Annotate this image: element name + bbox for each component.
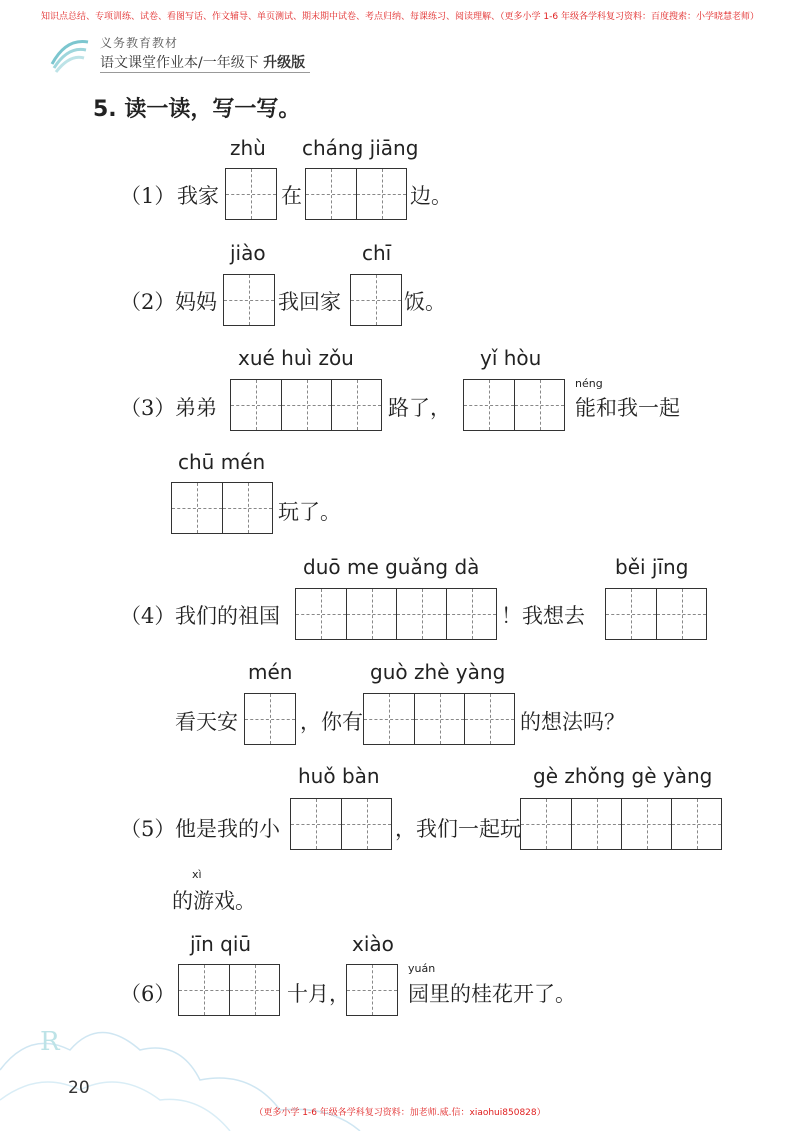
- answer-grid-jiao[interactable]: [223, 274, 275, 326]
- grade-label: 一年级下: [202, 55, 259, 71]
- header-divider: [100, 72, 310, 73]
- item-number-4: （4）: [120, 604, 176, 628]
- item1-text-3: 边。: [410, 184, 452, 208]
- answer-grid-men[interactable]: [244, 693, 296, 745]
- answer-grid-xiao[interactable]: [346, 964, 398, 1016]
- answer-grid-xuehuizou[interactable]: [230, 379, 382, 431]
- item2-text-3: 饭。: [404, 290, 446, 314]
- item3-text-2: 路了，: [388, 396, 451, 420]
- book-title: [100, 52, 305, 72]
- pinyin-neng-small: néng: [575, 377, 603, 390]
- item4-text-4: ，你有: [300, 710, 363, 734]
- series-label: 义务教育教材: [100, 36, 179, 50]
- top-promo-note: 知识点总结、专项训练、试卷、看图写话、作文辅导、单页测试、期末期中试卷、考点归纳、每课练习、阅读理解、（更多小学 1-6 年级各学科复习资料：百度搜索：小学晓慧老师）: [41, 12, 759, 22]
- pinyin-changjiang: cháng jiāng: [302, 136, 419, 160]
- pinyin-xiao: xiào: [352, 932, 394, 956]
- pinyin-beijing: běi jīng: [615, 555, 689, 579]
- item2-text-1: 妈妈: [175, 290, 217, 314]
- item6-text-2: 园里的桂花开了。: [408, 982, 576, 1006]
- pinyin-jiao: jiào: [230, 241, 266, 265]
- item5-text-3: 的游戏。: [172, 889, 256, 913]
- item1-text-2: 在: [281, 184, 302, 208]
- answer-grid-huoban[interactable]: [290, 798, 392, 850]
- answer-grid-guozheyang[interactable]: [363, 693, 515, 745]
- item2-text-2: 我回家: [278, 290, 341, 314]
- item5-text-2: ，我们一起玩: [395, 817, 521, 841]
- item-number-2: （2）: [120, 290, 176, 314]
- item5-text-1: 他是我的小: [175, 817, 280, 841]
- answer-grid-beijing[interactable]: [605, 588, 707, 640]
- item-number-6: （6）: [120, 982, 176, 1006]
- answer-grid-chi[interactable]: [350, 274, 402, 326]
- pinyin-chi: chī: [362, 241, 392, 265]
- answer-grid-gezhonggeyang[interactable]: [520, 798, 722, 850]
- edition-label: 升级版: [263, 55, 306, 71]
- item4-text-5: 的想法吗？: [520, 710, 625, 734]
- answer-grid-chumen[interactable]: [171, 482, 273, 534]
- pinyin-duomeguangda: duō me guǎng dà: [303, 555, 480, 579]
- pinyin-men: mén: [248, 660, 293, 684]
- pinyin-chumen: chū mén: [178, 450, 266, 474]
- answer-grid-jinqiu[interactable]: [178, 964, 280, 1016]
- item3-text-3: 能和我一起: [575, 396, 680, 420]
- pinyin-huoban: huǒ bàn: [298, 764, 380, 788]
- item6-text-1: 十月，: [287, 982, 350, 1006]
- pinyin-yihou: yǐ hòu: [480, 346, 542, 370]
- item1-text-1: 我家: [177, 184, 219, 208]
- pinyin-gezhonggeyang: gè zhǒng gè yàng: [533, 764, 713, 788]
- pinyin-guozheyang: guò zhè yàng: [370, 660, 506, 684]
- svg-text:R: R: [40, 1027, 60, 1057]
- publisher-logo-icon: [48, 34, 92, 74]
- item3-text-4: 玩了。: [278, 500, 341, 524]
- item4-text-2: ！我想去: [501, 604, 585, 628]
- book-name: 语文课堂作业本/: [100, 55, 203, 71]
- answer-grid-changjiang[interactable]: [305, 168, 407, 220]
- pinyin-jinqiu: jīn qiū: [190, 932, 252, 956]
- pinyin-zhu: zhù: [230, 136, 266, 160]
- item-number-1: （1）: [120, 184, 176, 208]
- page-number: 20: [68, 1078, 90, 1098]
- pinyin-yuan-small: yuán: [408, 962, 436, 975]
- bottom-promo-note: （更多小学 1-6 年级各学科复习资料：加老师.威.信：xiaohui850828）: [254, 1108, 546, 1118]
- item3-text-1: 弟弟: [175, 396, 217, 420]
- pinyin-xuehuizou: xué huì zǒu: [238, 346, 354, 370]
- answer-grid-yihou[interactable]: [463, 379, 565, 431]
- answer-grid-duomeguangda[interactable]: [295, 588, 497, 640]
- item-number-5: （5）: [120, 817, 176, 841]
- item-number-3: （3）: [120, 396, 176, 420]
- question-title: 5. 读一读，写一写。: [93, 97, 301, 122]
- item4-text-3: 看天安: [175, 710, 238, 734]
- answer-grid-zhu[interactable]: [225, 168, 277, 220]
- item4-text-1: 我们的祖国: [175, 604, 280, 628]
- pinyin-xi-small: xì: [192, 868, 202, 881]
